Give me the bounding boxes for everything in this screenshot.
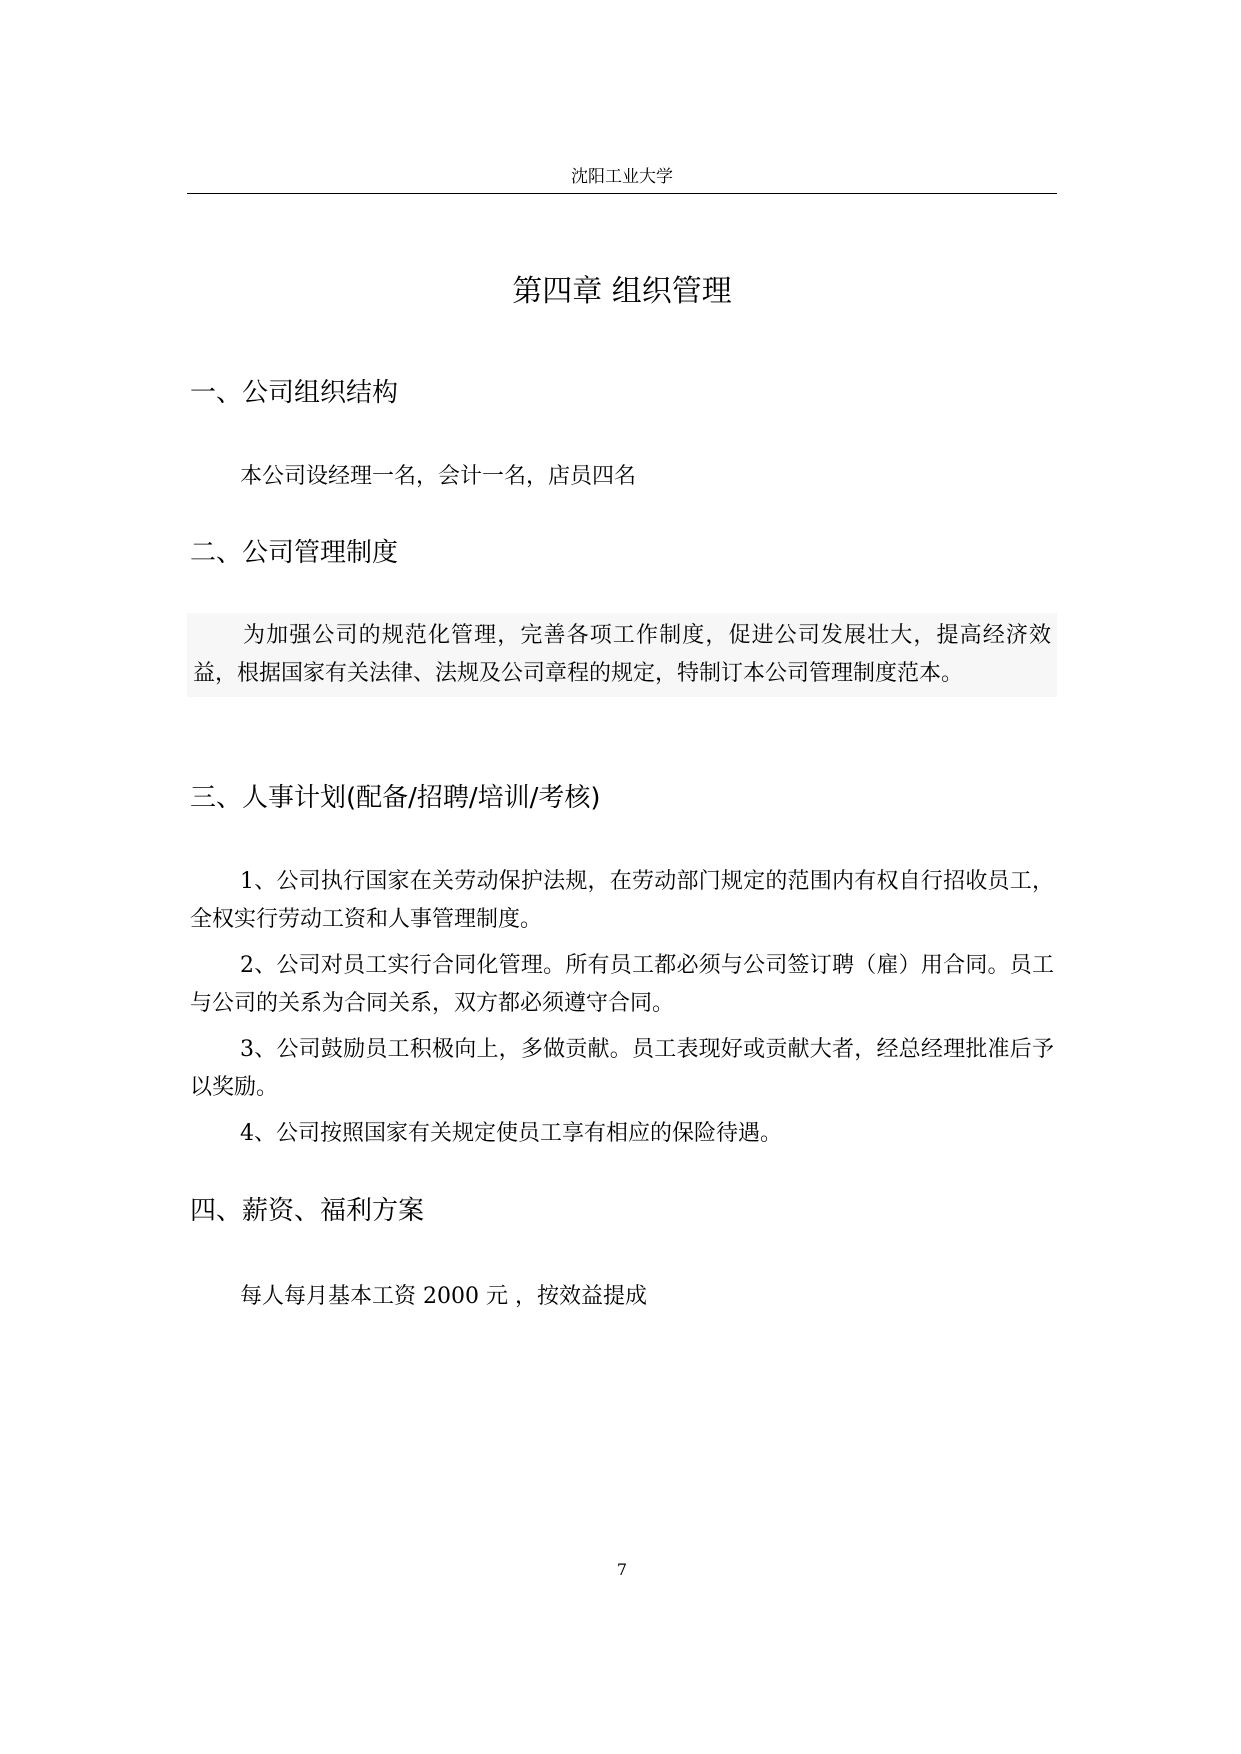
chapter-title: 第四章 组织管理 xyxy=(512,274,732,309)
paragraph-hr-plan-4: 4、公司按照国家有关规定使员工享有相应的保险待遇。 xyxy=(240,1121,782,1146)
header-text: 沈阳工业大学 xyxy=(571,167,673,187)
page-number: 7 xyxy=(616,1560,628,1579)
paragraph-hr-plan-1: 1、公司执行国家在关劳动保护法规，在劳动部门规定的范围内有权自行招收员工，全权实行劳动工资和人事管理制度。 xyxy=(190,869,1054,932)
paragraph-hr-plan-2: 2、公司对员工实行合同化管理。所有员工都必须与公司签订聘（雇）用合同。员工与公司的关系为合同关系，双方都必须遵守合同。 xyxy=(190,953,1054,1016)
paragraph-hr-plan-3: 3、公司鼓励员工积极向上，多做贡献。员工表现好或贡献大者，经总经理批准后予以奖励。 xyxy=(190,1037,1054,1100)
section-heading-salary-benefits: 四、薪资、福利方案 xyxy=(190,1196,425,1226)
section-heading-hr-plan: 三、人事计划(配备/招聘/培训/考核) xyxy=(190,783,601,813)
paragraph-org-structure: 本公司设经理一名，会计一名，店员四名 xyxy=(240,464,637,489)
paragraph-salary-benefits: 每人每月基本工资 2000 元 ，按效益提成 xyxy=(240,1284,647,1309)
paragraph-management-system: 为加强公司的规范化管理，完善各项工作制度，促进公司发展壮大，提高经济效益，根据国家有关法律、法规及公司章程的规定，特制订本公司管理制度范本。 xyxy=(187,613,1057,697)
section-heading-org-structure: 一、公司组织结构 xyxy=(190,378,399,408)
section-heading-management-system: 二、公司管理制度 xyxy=(190,538,399,568)
running-header xyxy=(187,166,1057,194)
